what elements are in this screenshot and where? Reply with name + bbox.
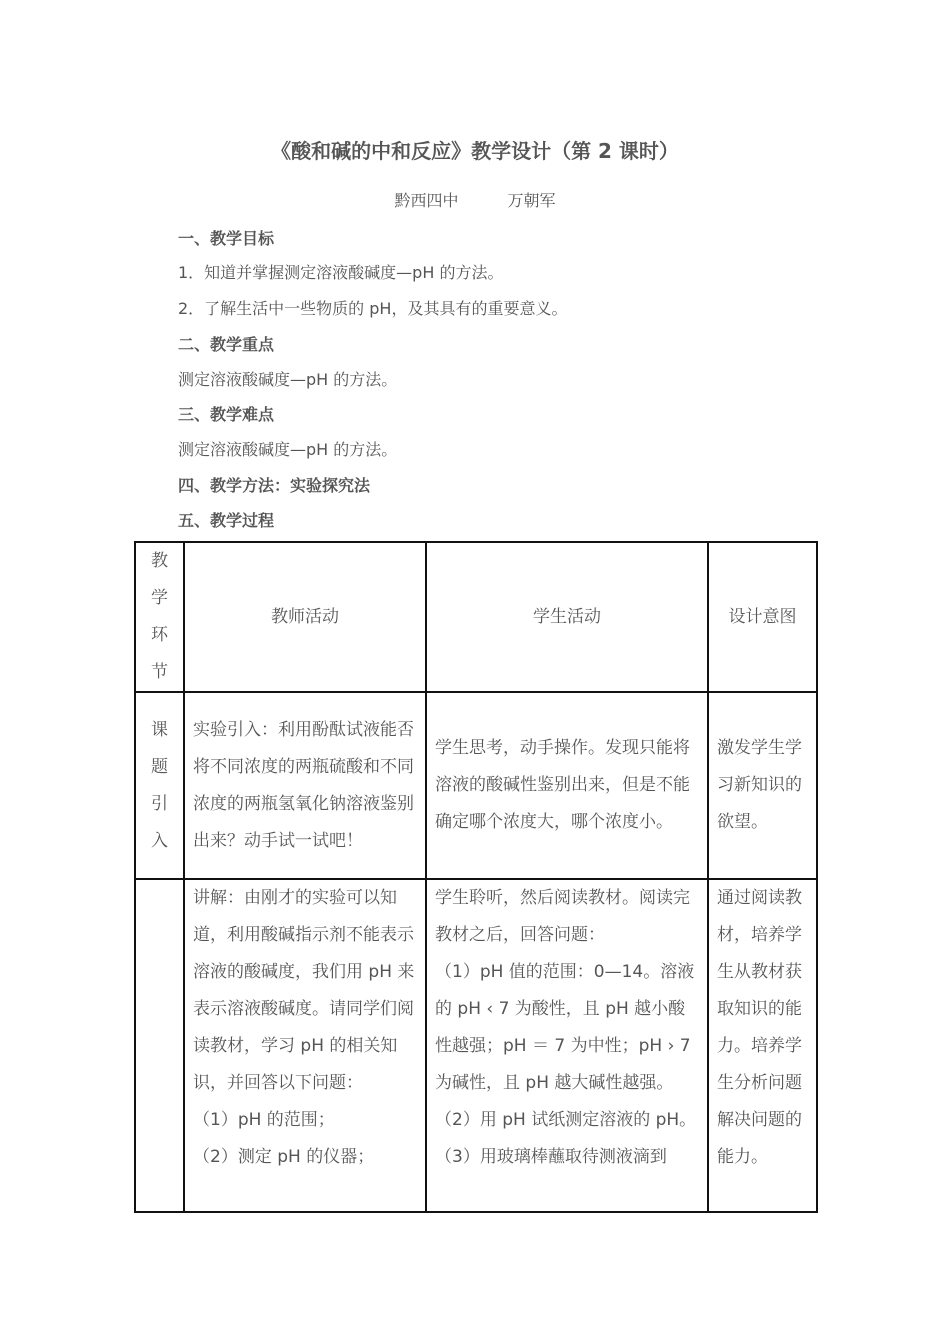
goals-heading: 一、教学目标 — [178, 229, 275, 248]
row2-stage — [135, 879, 184, 1212]
header-intent: 设计意图 — [708, 542, 817, 692]
row1-intent: 激发学生学习新知识的欲望。 — [708, 692, 817, 879]
author-line — [0, 188, 950, 211]
header-student: 学生活动 — [426, 542, 708, 692]
author-school: 黔西四中 — [394, 191, 459, 210]
key-text: 测定溶液酸碱度—pH 的方法。 — [178, 370, 398, 389]
author-name: 万朝军 — [507, 191, 556, 210]
table-row — [135, 879, 817, 1212]
method-heading: 四、教学方法：实验探究法 — [178, 476, 371, 495]
goal-1: 1．知道并掌握测定溶液酸碱度—pH 的方法。 — [178, 263, 504, 282]
row2-teacher — [184, 879, 426, 1212]
process-heading: 五、教学过程 — [178, 511, 275, 530]
document-title: 《酸和碱的中和反应》教学设计（第 2 课时） — [271, 139, 679, 163]
row1-teacher: 实验引入：利用酚酞试液能否将不同浓度的两瓶硫酸和不同浓度的两瓶氢氧化钠溶液鉴别出来？动手试一试吧！ — [184, 692, 426, 879]
row2-student — [426, 879, 708, 1212]
table-header-row — [135, 542, 817, 692]
goal-2: 2．了解生活中一些物质的 pH，及其具有的重要意义。 — [178, 299, 568, 318]
table-row — [135, 692, 817, 879]
header-teacher: 教师活动 — [184, 542, 426, 692]
row2-student-a3: （3）用玻璃棒蘸取待测液滴到 — [435, 1147, 667, 1167]
row2-teacher-q2: （2）测定 pH 的仪器； — [193, 1147, 375, 1167]
key-heading: 二、教学重点 — [178, 335, 275, 354]
row1-student: 学生思考，动手操作。发现只能将溶液的酸碱性鉴别出来，但是不能确定哪个浓度大，哪个浓度小。 — [426, 692, 708, 879]
header-stage: 教学环节 — [135, 542, 184, 692]
teaching-process-table — [134, 541, 818, 1213]
row1-stage: 课题引入 — [135, 692, 184, 879]
row2-student-a1: （1）pH 值的范围：0—14。溶液的 pH ‹ 7 为酸性，且 pH 越小酸性越强；pH ＝ 7 为中性；pH › 7 为碱性，且 pH 越大碱性越强。 — [435, 962, 695, 1093]
difficulty-text: 测定溶液酸碱度—pH 的方法。 — [178, 440, 398, 459]
row2-teacher-text: 讲解：由刚才的实验可以知道，利用酸碱指示剂不能表示溶液的酸碱度，我们用 pH 来表示溶液酸碱度。请同学们阅读教材，学习 pH 的相关知识，并回答以下问题： — [193, 888, 415, 1093]
row2-student-a2: （2）用 pH 试纸测定溶液的 pH。 — [435, 1110, 697, 1130]
difficulty-heading: 三、教学难点 — [178, 405, 275, 424]
row2-intent: 通过阅读教材，培养学生从教材获取知识的能力。培养学生分析问题解决问题的能力。 — [708, 879, 817, 1212]
row2-teacher-q1: （1）pH 的范围； — [193, 1110, 335, 1130]
row2-student-text: 学生聆听，然后阅读教材。阅读完教材之后，回答问题： — [435, 888, 690, 945]
